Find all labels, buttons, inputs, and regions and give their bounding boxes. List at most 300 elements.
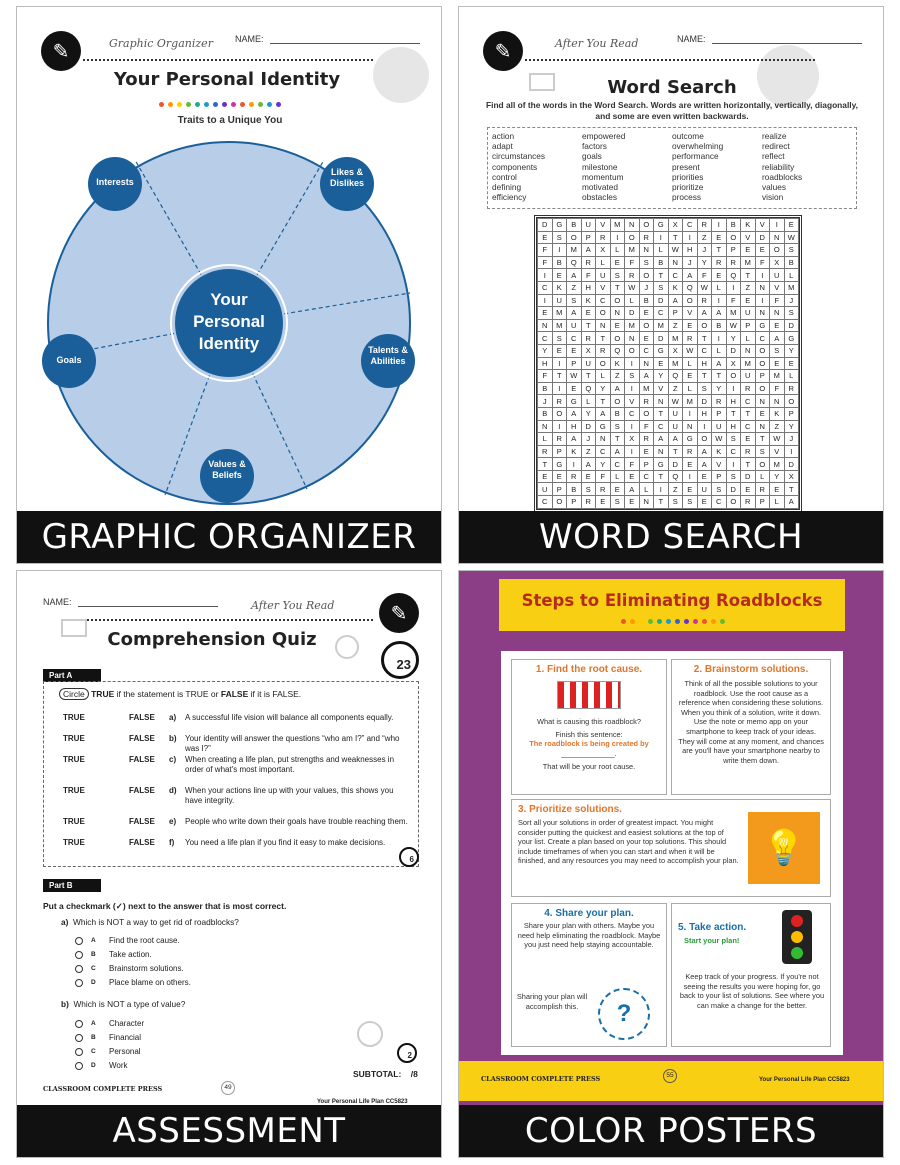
grid-cell[interactable]: D (668, 458, 683, 471)
grid-cell[interactable]: U (538, 483, 553, 496)
grid-cell[interactable]: F (596, 470, 611, 483)
grid-cell[interactable]: T (712, 244, 727, 257)
tf-false[interactable]: FALSE (129, 817, 155, 826)
grid-cell[interactable]: J (784, 294, 799, 307)
grid-cell[interactable]: O (726, 496, 741, 509)
grid-cell[interactable]: E (755, 244, 770, 257)
grid-cell[interactable]: U (770, 269, 785, 282)
grid-cell[interactable]: R (581, 256, 596, 269)
grid-cell[interactable]: P (552, 445, 567, 458)
grid-cell[interactable]: K (770, 407, 785, 420)
grid-cell[interactable]: S (552, 332, 567, 345)
grid-cell[interactable]: S (712, 483, 727, 496)
grid-cell[interactable]: B (654, 256, 669, 269)
grid-cell[interactable]: Q (668, 370, 683, 383)
grid-cell[interactable]: X (596, 244, 611, 257)
grid-cell[interactable]: L (683, 357, 698, 370)
grid-cell[interactable]: O (784, 395, 799, 408)
grid-cell[interactable]: G (784, 332, 799, 345)
grid-cell[interactable]: P (755, 496, 770, 509)
grid-cell[interactable]: W (712, 433, 727, 446)
tf-true[interactable]: TRUE (63, 838, 85, 847)
grid-cell[interactable]: E (770, 483, 785, 496)
grid-cell[interactable]: T (610, 281, 625, 294)
grid-cell[interactable]: N (610, 307, 625, 320)
grid-cell[interactable]: O (610, 395, 625, 408)
grid-cell[interactable]: J (639, 281, 654, 294)
grid-cell[interactable]: R (639, 395, 654, 408)
grid-cell[interactable]: N (538, 420, 553, 433)
grid-cell[interactable]: A (712, 357, 727, 370)
tf-false[interactable]: FALSE (129, 755, 155, 764)
grid-cell[interactable]: B (726, 219, 741, 232)
grid-cell[interactable]: R (596, 483, 611, 496)
grid-cell[interactable]: I (552, 244, 567, 257)
grid-cell[interactable]: T (581, 370, 596, 383)
grid-cell[interactable]: R (538, 445, 553, 458)
grid-cell[interactable]: I (726, 458, 741, 471)
grid-cell[interactable]: C (741, 420, 756, 433)
grid-cell[interactable]: E (712, 269, 727, 282)
grid-cell[interactable]: Z (610, 370, 625, 383)
grid-cell[interactable]: P (567, 357, 582, 370)
grid-cell[interactable]: C (654, 420, 669, 433)
radio[interactable] (75, 1034, 83, 1042)
grid-cell[interactable]: L (610, 244, 625, 257)
grid-cell[interactable]: S (639, 256, 654, 269)
grid-cell[interactable]: C (567, 332, 582, 345)
grid-cell[interactable]: N (668, 256, 683, 269)
grid-cell[interactable]: S (610, 496, 625, 509)
grid-cell[interactable]: C (683, 219, 698, 232)
grid-cell[interactable]: A (567, 269, 582, 282)
grid-cell[interactable]: T (552, 370, 567, 383)
grid-cell[interactable]: T (712, 370, 727, 383)
tf-true[interactable]: TRUE (63, 817, 85, 826)
grid-cell[interactable]: L (581, 395, 596, 408)
grid-cell[interactable]: X (726, 357, 741, 370)
grid-cell[interactable]: T (654, 470, 669, 483)
grid-cell[interactable]: T (654, 407, 669, 420)
grid-cell[interactable]: I (538, 269, 553, 282)
grid-cell[interactable]: E (741, 294, 756, 307)
grid-cell[interactable]: N (755, 307, 770, 320)
grid-cell[interactable]: P (581, 231, 596, 244)
grid-cell[interactable]: R (567, 470, 582, 483)
grid-cell[interactable]: T (697, 332, 712, 345)
grid-cell[interactable]: V (712, 458, 727, 471)
grid-cell[interactable]: I (625, 420, 640, 433)
grid-cell[interactable]: T (784, 483, 799, 496)
grid-cell[interactable]: E (538, 231, 553, 244)
grid-cell[interactable]: T (610, 433, 625, 446)
grid-cell[interactable]: Q (567, 256, 582, 269)
grid-cell[interactable]: P (755, 370, 770, 383)
grid-cell[interactable]: M (552, 307, 567, 320)
grid-cell[interactable]: R (639, 433, 654, 446)
grid-cell[interactable]: V (741, 231, 756, 244)
grid-cell[interactable]: G (552, 458, 567, 471)
grid-cell[interactable]: N (639, 357, 654, 370)
grid-cell[interactable]: W (683, 344, 698, 357)
grid-cell[interactable]: N (755, 281, 770, 294)
grid-cell[interactable]: I (654, 231, 669, 244)
grid-cell[interactable]: P (712, 407, 727, 420)
grid-cell[interactable]: W (668, 395, 683, 408)
grid-cell[interactable]: E (538, 470, 553, 483)
grid-cell[interactable]: Y (712, 382, 727, 395)
grid-cell[interactable]: F (639, 420, 654, 433)
grid-cell[interactable]: H (726, 395, 741, 408)
grid-cell[interactable]: N (770, 395, 785, 408)
grid-cell[interactable]: J (784, 433, 799, 446)
grid-cell[interactable]: O (755, 357, 770, 370)
grid-cell[interactable]: I (755, 294, 770, 307)
grid-cell[interactable]: Z (741, 281, 756, 294)
grid-cell[interactable]: V (755, 219, 770, 232)
grid-cell[interactable]: L (596, 256, 611, 269)
grid-cell[interactable]: F (581, 269, 596, 282)
option-d[interactable] (75, 1061, 128, 1070)
grid-cell[interactable]: A (610, 445, 625, 458)
grid-cell[interactable]: Y (538, 344, 553, 357)
grid-cell[interactable]: R (755, 483, 770, 496)
grid-cell[interactable]: O (770, 244, 785, 257)
grid-cell[interactable]: A (697, 307, 712, 320)
grid-cell[interactable]: O (552, 407, 567, 420)
grid-cell[interactable]: U (581, 357, 596, 370)
grid-cell[interactable]: T (668, 231, 683, 244)
grid-cell[interactable]: B (538, 382, 553, 395)
grid-cell[interactable]: Q (726, 269, 741, 282)
grid-cell[interactable]: Y (697, 256, 712, 269)
grid-cell[interactable]: W (770, 433, 785, 446)
grid-cell[interactable]: E (654, 357, 669, 370)
grid-cell[interactable]: A (712, 307, 727, 320)
grid-cell[interactable]: F (726, 294, 741, 307)
grid-cell[interactable]: P (741, 319, 756, 332)
grid-cell[interactable]: R (741, 496, 756, 509)
grid-cell[interactable]: I (567, 458, 582, 471)
grid-cell[interactable]: A (784, 496, 799, 509)
grid-cell[interactable]: Q (610, 344, 625, 357)
radio[interactable] (75, 979, 83, 987)
grid-cell[interactable]: S (726, 433, 741, 446)
grid-cell[interactable]: H (697, 357, 712, 370)
grid-cell[interactable]: E (741, 433, 756, 446)
grid-cell[interactable]: Z (668, 483, 683, 496)
grid-cell[interactable]: M (625, 319, 640, 332)
grid-cell[interactable]: E (784, 219, 799, 232)
grid-cell[interactable]: T (596, 395, 611, 408)
grid-cell[interactable]: X (770, 256, 785, 269)
grid-cell[interactable]: I (712, 332, 727, 345)
grid-cell[interactable]: R (712, 256, 727, 269)
grid-cell[interactable]: O (639, 319, 654, 332)
grid-cell[interactable]: T (654, 269, 669, 282)
grid-cell[interactable]: M (625, 244, 640, 257)
grid-cell[interactable]: O (552, 496, 567, 509)
tf-false[interactable]: FALSE (129, 838, 155, 847)
grid-cell[interactable]: B (538, 407, 553, 420)
grid-cell[interactable]: B (712, 319, 727, 332)
grid-cell[interactable]: C (596, 294, 611, 307)
grid-cell[interactable]: D (697, 395, 712, 408)
grid-cell[interactable]: R (552, 433, 567, 446)
grid-cell[interactable]: O (755, 382, 770, 395)
grid-cell[interactable]: M (784, 281, 799, 294)
tf-true[interactable]: TRUE (63, 786, 85, 795)
grid-cell[interactable]: S (552, 231, 567, 244)
grid-cell[interactable]: I (538, 294, 553, 307)
grid-cell[interactable]: C (538, 281, 553, 294)
grid-cell[interactable]: E (639, 307, 654, 320)
grid-cell[interactable]: V (654, 382, 669, 395)
grid-cell[interactable]: S (654, 281, 669, 294)
grid-cell[interactable]: S (683, 496, 698, 509)
grid-cell[interactable]: E (625, 496, 640, 509)
grid-cell[interactable]: I (552, 382, 567, 395)
grid-cell[interactable]: L (784, 370, 799, 383)
grid-cell[interactable]: U (567, 319, 582, 332)
grid-cell[interactable]: L (683, 382, 698, 395)
grid-cell[interactable]: N (770, 231, 785, 244)
grid-cell[interactable]: E (639, 445, 654, 458)
grid-cell[interactable]: E (581, 307, 596, 320)
grid-cell[interactable]: W (726, 319, 741, 332)
grid-cell[interactable]: N (755, 395, 770, 408)
grid-cell[interactable]: M (639, 382, 654, 395)
grid-cell[interactable]: P (639, 458, 654, 471)
grid-cell[interactable]: U (668, 420, 683, 433)
grid-cell[interactable]: T (538, 458, 553, 471)
grid-cell[interactable]: M (567, 244, 582, 257)
grid-cell[interactable]: D (538, 219, 553, 232)
grid-cell[interactable]: D (755, 231, 770, 244)
grid-cell[interactable]: J (697, 244, 712, 257)
grid-cell[interactable]: P (712, 470, 727, 483)
grid-cell[interactable]: I (697, 420, 712, 433)
grid-cell[interactable]: E (683, 370, 698, 383)
grid-cell[interactable]: L (654, 244, 669, 257)
grid-cell[interactable]: M (668, 357, 683, 370)
grid-cell[interactable]: W (697, 281, 712, 294)
grid-cell[interactable]: W (668, 244, 683, 257)
grid-cell[interactable]: E (567, 382, 582, 395)
grid-cell[interactable]: I (755, 269, 770, 282)
tf-false[interactable]: FALSE (129, 786, 155, 795)
grid-cell[interactable]: N (755, 420, 770, 433)
grid-cell[interactable]: T (741, 269, 756, 282)
grid-cell[interactable]: Z (668, 382, 683, 395)
grid-cell[interactable]: I (726, 382, 741, 395)
radio[interactable] (75, 1020, 83, 1028)
grid-cell[interactable]: O (567, 231, 582, 244)
grid-cell[interactable]: R (683, 445, 698, 458)
grid-cell[interactable]: L (610, 470, 625, 483)
grid-cell[interactable]: R (784, 382, 799, 395)
grid-cell[interactable]: F (538, 370, 553, 383)
grid-cell[interactable]: E (567, 344, 582, 357)
grid-cell[interactable]: E (755, 407, 770, 420)
grid-cell[interactable]: K (668, 281, 683, 294)
grid-cell[interactable]: E (683, 319, 698, 332)
grid-cell[interactable]: E (639, 332, 654, 345)
grid-cell[interactable]: Q (581, 382, 596, 395)
option-a[interactable] (75, 936, 180, 945)
grid-cell[interactable]: E (770, 357, 785, 370)
grid-cell[interactable]: A (567, 407, 582, 420)
grid-cell[interactable]: F (538, 244, 553, 257)
tf-true[interactable]: TRUE (63, 734, 85, 743)
tf-true[interactable]: TRUE (63, 713, 85, 722)
grid-cell[interactable]: E (784, 357, 799, 370)
grid-cell[interactable]: I (683, 231, 698, 244)
option-c[interactable] (75, 964, 184, 973)
grid-cell[interactable]: L (538, 433, 553, 446)
grid-cell[interactable]: R (639, 231, 654, 244)
grid-cell[interactable]: X (581, 344, 596, 357)
grid-cell[interactable]: I (726, 281, 741, 294)
grid-cell[interactable]: O (610, 332, 625, 345)
grid-cell[interactable]: U (596, 269, 611, 282)
option-b[interactable] (75, 1033, 141, 1042)
grid-cell[interactable]: N (625, 332, 640, 345)
grid-cell[interactable]: U (668, 407, 683, 420)
grid-cell[interactable]: D (741, 470, 756, 483)
grid-cell[interactable]: E (610, 483, 625, 496)
grid-cell[interactable]: E (683, 483, 698, 496)
grid-cell[interactable]: O (726, 231, 741, 244)
grid-cell[interactable]: T (755, 433, 770, 446)
grid-cell[interactable]: B (552, 256, 567, 269)
grid-cell[interactable]: I (770, 219, 785, 232)
grid-cell[interactable]: A (654, 433, 669, 446)
grid-cell[interactable]: N (639, 496, 654, 509)
grid-cell[interactable]: S (784, 307, 799, 320)
grid-cell[interactable]: K (581, 294, 596, 307)
grid-cell[interactable]: E (552, 269, 567, 282)
grid-cell[interactable]: J (538, 395, 553, 408)
grid-cell[interactable]: U (741, 370, 756, 383)
grid-cell[interactable]: P (784, 407, 799, 420)
grid-cell[interactable]: E (741, 483, 756, 496)
grid-cell[interactable]: M (610, 219, 625, 232)
grid-cell[interactable]: R (596, 231, 611, 244)
grid-cell[interactable]: D (625, 307, 640, 320)
grid-cell[interactable]: H (581, 281, 596, 294)
grid-cell[interactable]: E (552, 344, 567, 357)
grid-cell[interactable]: D (784, 458, 799, 471)
tf-false[interactable]: FALSE (129, 713, 155, 722)
grid-cell[interactable]: N (654, 395, 669, 408)
grid-cell[interactable]: O (639, 269, 654, 282)
grid-cell[interactable]: G (654, 458, 669, 471)
grid-cell[interactable]: I (552, 357, 567, 370)
grid-cell[interactable]: G (567, 395, 582, 408)
grid-cell[interactable]: K (741, 219, 756, 232)
grid-cell[interactable]: H (697, 407, 712, 420)
grid-cell[interactable]: S (567, 294, 582, 307)
grid-cell[interactable]: F (755, 256, 770, 269)
grid-cell[interactable]: O (755, 344, 770, 357)
grid-cell[interactable]: E (581, 470, 596, 483)
grid-cell[interactable]: C (712, 496, 727, 509)
grid-cell[interactable]: S (755, 445, 770, 458)
radio[interactable] (75, 937, 83, 945)
grid-cell[interactable]: C (625, 407, 640, 420)
grid-cell[interactable]: N (770, 307, 785, 320)
grid-cell[interactable]: C (639, 344, 654, 357)
grid-cell[interactable]: C (610, 458, 625, 471)
grid-cell[interactable]: H (726, 420, 741, 433)
grid-cell[interactable]: P (552, 483, 567, 496)
grid-cell[interactable]: Z (668, 319, 683, 332)
grid-cell[interactable]: S (668, 496, 683, 509)
grid-cell[interactable]: G (654, 219, 669, 232)
option-a[interactable] (75, 1019, 144, 1028)
grid-cell[interactable]: B (639, 294, 654, 307)
grid-cell[interactable]: I (712, 219, 727, 232)
grid-cell[interactable]: D (654, 332, 669, 345)
grid-cell[interactable]: Y (726, 332, 741, 345)
grid-cell[interactable]: V (683, 307, 698, 320)
grid-cell[interactable]: R (581, 332, 596, 345)
grid-cell[interactable]: C (726, 445, 741, 458)
grid-cell[interactable]: C (538, 332, 553, 345)
grid-cell[interactable]: O (726, 370, 741, 383)
grid-cell[interactable]: M (683, 395, 698, 408)
grid-cell[interactable]: Q (668, 470, 683, 483)
grid-cell[interactable]: I (610, 231, 625, 244)
grid-cell[interactable]: E (712, 231, 727, 244)
grid-cell[interactable]: O (639, 219, 654, 232)
grid-cell[interactable]: F (625, 256, 640, 269)
grid-cell[interactable]: T (726, 407, 741, 420)
grid-cell[interactable]: I (784, 445, 799, 458)
grid-cell[interactable]: Z (697, 231, 712, 244)
grid-cell[interactable]: D (784, 319, 799, 332)
grid-cell[interactable]: L (784, 269, 799, 282)
grid-cell[interactable]: A (697, 445, 712, 458)
grid-cell[interactable]: Z (770, 420, 785, 433)
grid-cell[interactable]: M (741, 357, 756, 370)
grid-cell[interactable]: F (625, 458, 640, 471)
grid-cell[interactable]: R (596, 344, 611, 357)
grid-cell[interactable]: L (639, 483, 654, 496)
grid-cell[interactable]: A (625, 483, 640, 496)
grid-cell[interactable]: O (697, 433, 712, 446)
grid-cell[interactable]: A (770, 332, 785, 345)
grid-cell[interactable]: T (668, 445, 683, 458)
grid-cell[interactable]: R (726, 256, 741, 269)
grid-cell[interactable]: T (697, 370, 712, 383)
grid-cell[interactable]: G (596, 420, 611, 433)
grid-cell[interactable]: E (770, 319, 785, 332)
grid-cell[interactable]: K (567, 445, 582, 458)
grid-cell[interactable]: X (668, 344, 683, 357)
grid-cell[interactable]: O (625, 344, 640, 357)
radio[interactable] (75, 1048, 83, 1056)
grid-cell[interactable]: N (639, 244, 654, 257)
grid-cell[interactable]: O (697, 319, 712, 332)
grid-cell[interactable]: I (625, 382, 640, 395)
grid-cell[interactable]: C (639, 470, 654, 483)
grid-cell[interactable]: P (567, 496, 582, 509)
grid-cell[interactable]: G (552, 219, 567, 232)
grid-cell[interactable]: E (683, 458, 698, 471)
grid-cell[interactable]: R (741, 445, 756, 458)
